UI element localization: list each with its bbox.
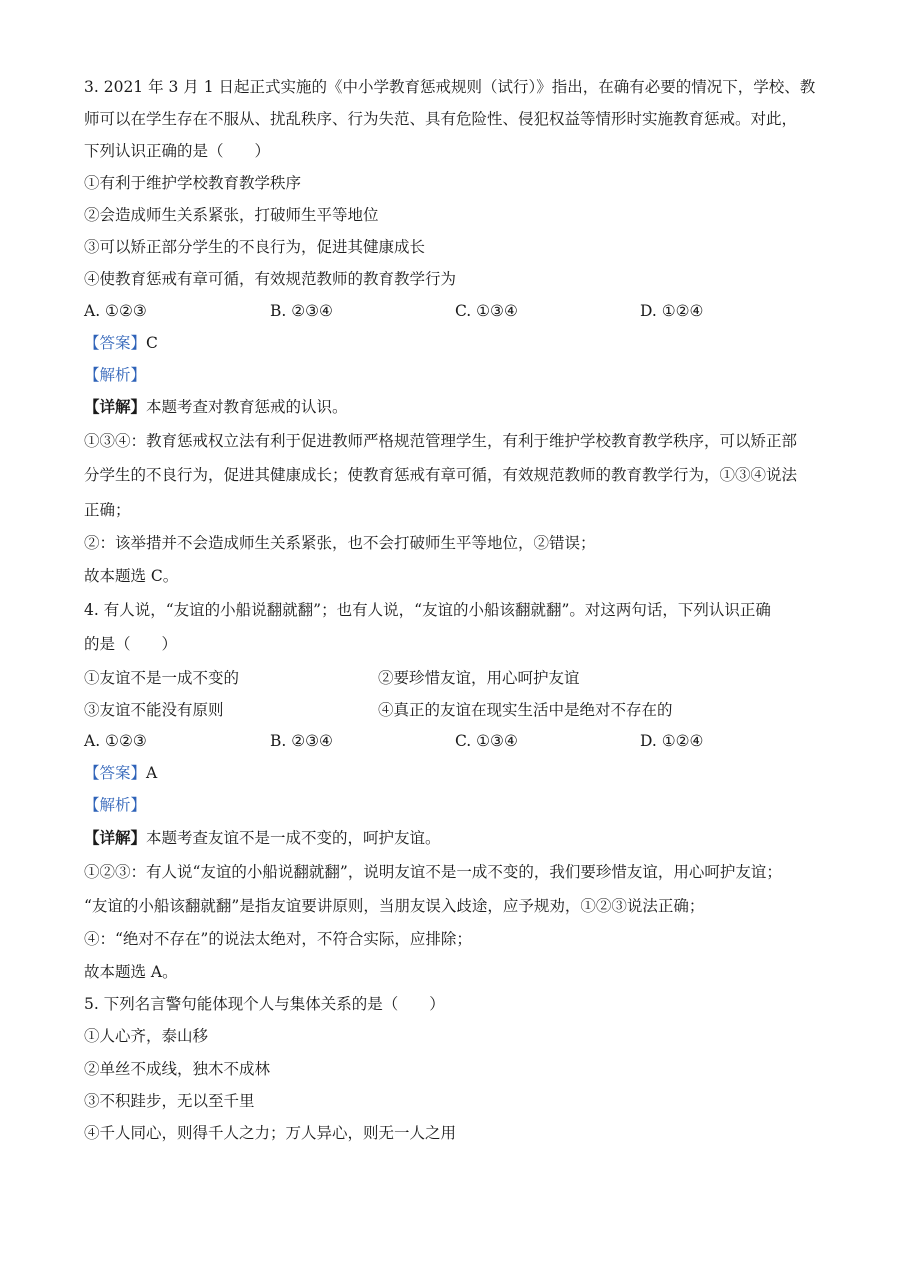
answer-value: C [146,334,158,352]
q3-detail [84,397,348,417]
q3-answer [84,333,158,353]
answer-tag: 【答案】 [84,334,147,352]
q3-item-1: ①有利于维护学校教育教学秩序 [84,174,302,192]
q4-item-3: ③友谊不能没有原则 [84,701,224,719]
detail-tag: 【详解】 [84,397,147,416]
q4-item-2: ②要珍惜友谊，用心呵护友谊 [378,669,580,687]
q3-item-2: ②会造成师生关系紧张，打破师生平等地位 [84,206,379,224]
q3-stem-line-3: 下列认识正确的是（ ） [84,142,271,160]
q4-item-1: ①友谊不是一成不变的 [84,669,240,687]
q3-analysis-tag [84,365,146,385]
q3-stem-line-1: 3. 2021 年 3 月 1 日起正式实施的《中小学教育惩戒规则（试行）》指出，在确有必要的情况下，学校、教 [84,78,816,96]
q4-item-4: ④真正的友谊在现实生活中是绝对不存在的 [378,701,673,719]
q3-explain-line-5: 故本题选 C。 [84,567,179,585]
detail-tag: 【详解】 [84,828,147,847]
q4-explain-line-2: “友谊的小船该翻就翻”是指友谊要讲原则，当朋友误入歧途，应予规劝，①②③说法正确； [84,897,705,915]
q5-item-2: ②单丝不成线，独木不成林 [84,1060,271,1078]
q3-option-a: A. ①②③ [84,302,147,320]
q4-option-b: B. ②③④ [270,732,333,750]
q4-explain-line-4: 故本题选 A。 [84,963,178,981]
q3-explain-line-4: ②：该举措并不会造成师生关系紧张，也不会打破师生平等地位，②错误； [84,534,596,552]
q4-answer [84,763,157,783]
answer-tag: 【答案】 [84,764,147,782]
q3-explain-line-3: 正确； [84,501,131,519]
q4-option-c: C. ①③④ [455,732,518,750]
detail-text: 本题考查对教育惩戒的认识。 [146,398,348,416]
q5-item-3: ③不积跬步，无以至千里 [84,1092,255,1110]
answer-value: A [146,764,158,782]
q5-item-4: ④千人同心，则得千人之力；万人异心，则无一人之用 [84,1124,457,1142]
q4-detail [84,828,441,848]
q4-stem-line-1: 4. 有人说，“友谊的小船说翻就翻”；也有人说，“友谊的小船该翻就翻”。对这两句话，下列认识正确 [84,601,771,619]
q3-explain-line-2: 分学生的不良行为，促进其健康成长；使教育惩戒有章可循，有效规范教师的教育教学行为，①③④说法 [84,466,798,484]
q3-item-3: ③可以矫正部分学生的不良行为，促进其健康成长 [84,238,426,256]
q5-item-1: ①人心齐，泰山移 [84,1027,209,1045]
detail-text: 本题考查友谊不是一成不变的，呵护友谊。 [146,829,441,847]
q4-explain-line-1: ①②③：有人说“友谊的小船说翻就翻”，说明友谊不是一成不变的，我们要珍惜友谊，用心呵护友谊； [84,863,782,881]
q3-stem-line-2: 师可以在学生存在不服从、扰乱秩序、行为失范、具有危险性、侵犯权益等情形时实施教育惩戒。对此， [84,110,798,128]
q3-item-4: ④使教育惩戒有章可循，有效规范教师的教育教学行为 [84,270,457,288]
q3-option-c: C. ①③④ [455,302,518,320]
q3-option-d: D. ①②④ [640,302,704,320]
analysis-tag: 【解析】 [84,366,147,384]
q4-option-d: D. ①②④ [640,732,704,750]
q5-stem-line-1: 5. 下列名言警句能体现个人与集体关系的是（ ） [84,995,445,1013]
q3-explain-line-1: ①③④：教育惩戒权立法有利于促进教师严格规范管理学生，有利于维护学校教育教学秩序，可以矫正部 [84,432,798,450]
q4-explain-line-3: ④：“绝对不存在”的说法太绝对，不符合实际，应排除； [84,930,472,948]
q3-option-b: B. ②③④ [270,302,333,320]
analysis-tag: 【解析】 [84,796,147,814]
q4-stem-line-2: 的是（ ） [84,635,178,653]
q4-analysis-tag [84,795,146,815]
q4-option-a: A. ①②③ [84,732,147,750]
